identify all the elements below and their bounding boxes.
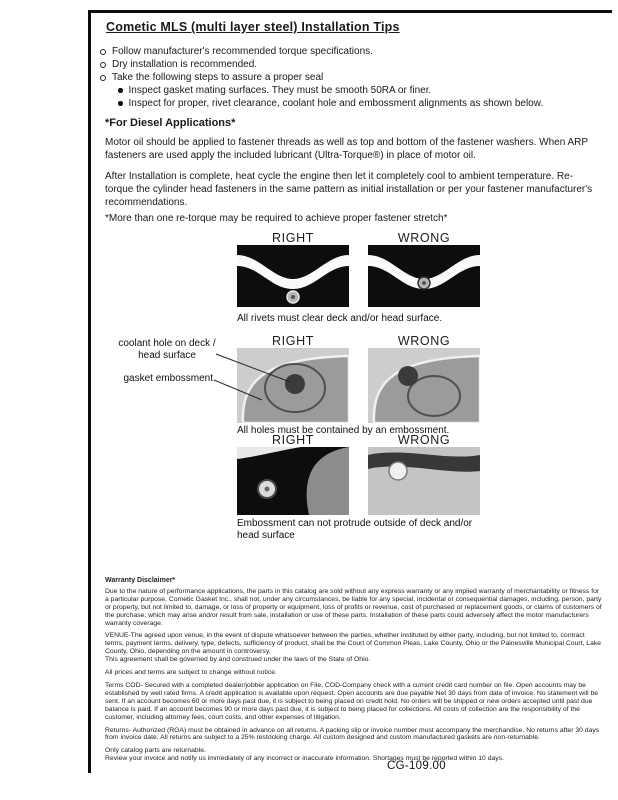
caption-embossment: Embossment can not protrude outside of deck and/or head surface <box>237 518 473 541</box>
tip-text: Inspect gasket mating surfaces. They must be smooth 50RA or finer. <box>128 85 432 96</box>
solid-bullet-icon <box>118 88 123 93</box>
emboss-wrong-illustration <box>368 447 480 515</box>
warranty-paragraph: This agreement shall be governed by and construed under the laws of the State of Ohio. <box>105 656 371 664</box>
diagram-holes-wrong <box>368 348 480 423</box>
wrong-label: WRONG <box>397 334 451 348</box>
diagram-section <box>0 228 618 563</box>
holes-right-illustration <box>237 348 349 423</box>
diagram-rivet-right <box>237 245 349 307</box>
retorque-note: *More than one re-torque may be required to achieve proper fastener stretch* <box>105 213 448 224</box>
warranty-paragraph: Only catalog parts are returnable. <box>105 747 206 755</box>
tip-text: Dry installation is recommended. <box>112 59 258 70</box>
rivet-wrong-illustration <box>368 245 480 307</box>
tip-text: Follow manufacturer's recommended torque specifications. <box>112 46 373 57</box>
warranty-paragraph: Due to the nature of performance applications, the parts in this catalog are sold without any express warranty or any implied warranty of merchantability or fitness for a particular purpose. Cometic Gasket Inc., shall not, under any circumstances, be liable for any special, incidental or consequential damages, including, person, party or property, but not limited to, damage, or loss of property or equipment, loss of profits or revenue, cost of purchased or replacement goods, or claims of customers of the purchase, which may arise and/or result from sale, installation or use of these parts. Installation of these parts could adversely affect the motor manufacturers warranty coverage. <box>105 587 602 627</box>
warranty-paragraph: Returns- Authorized (RGA) must be obtained in advance on all returns. A packing slip or invoice number must accompany the merchandise. No returns after 30 days from invoice date. All returns are subject to a 25% restocking charge. All custom designed and custom manufactured gaskets are non-returnable. <box>105 726 600 742</box>
callout-coolant-hole: coolant hole on deck / head surface <box>118 338 216 361</box>
list-sub-item <box>118 84 605 97</box>
callout-gasket-embossment: gasket embossment <box>123 373 213 384</box>
right-label: RIGHT <box>272 334 314 348</box>
hollow-bullet-icon <box>100 75 106 81</box>
diesel-paragraph-1: Motor oil should be applied to fastener threads as well as top and bottom of the fastener washers. When ARP fasteners are used apply the included lubricant (Ultra-Torque®) in place of motor oil. <box>105 137 588 161</box>
diagram-emboss-right <box>237 447 349 515</box>
warranty-paragraph: VENUE-The agreed upon venue, in the event of dispute whatsoever between the parties, whether instituted by either party, including, but not limited to, contract terms, payment terms, delivery, type, defects, sufficiency of product, shall be the Court of Common Pleas, Lake County, Ohio or the Painesville Municipal Court, Lake County, Ohio, depending on the amount in controversy. <box>105 632 602 656</box>
warranty-paragraph: Review your invoice and notify us immediately of any incorrect or inaccurate information. Shortages must be reported within 10 days. <box>105 755 504 763</box>
hollow-bullet-icon <box>100 49 106 55</box>
right-label: RIGHT <box>272 231 314 245</box>
page-number-code: CG-109.00 <box>387 760 446 772</box>
diagram-emboss-wrong <box>368 447 480 515</box>
caption-holes: All holes must be contained by an embossment. <box>237 425 450 436</box>
rivet-right-illustration <box>237 245 349 307</box>
diesel-applications-heading: *For Diesel Applications* <box>105 117 236 129</box>
wrong-label: WRONG <box>397 433 451 447</box>
emboss-right-illustration <box>237 447 349 515</box>
list-item <box>100 58 605 71</box>
warranty-paragraph: All prices and terms are subject to change without notice. <box>105 669 277 677</box>
tip-text: Take the following steps to assure a proper seal <box>112 72 324 83</box>
list-item <box>100 71 605 84</box>
installation-tips-list <box>100 45 605 110</box>
warranty-section <box>105 577 602 768</box>
holes-wrong-illustration <box>368 348 480 423</box>
caption-rivets: All rivets must clear deck and/or head surface. <box>237 313 443 324</box>
diesel-paragraph-2: After Installation is complete, heat cycle the engine then let it completely cool to ambient temperature. Re-torque the cylinder head fasteners in the same pattern as initial installation or per your fastener manufacturer's recommendations. <box>105 171 593 208</box>
list-item <box>100 45 605 58</box>
warranty-heading: Warranty Disclaimer* <box>105 577 176 584</box>
right-label: RIGHT <box>272 433 314 447</box>
list-sub-item <box>118 97 605 110</box>
wrong-label: WRONG <box>397 231 451 245</box>
solid-bullet-icon <box>118 101 123 106</box>
page-title: Cometic MLS (multi layer steel) Installation Tips <box>106 20 400 34</box>
diagram-holes-right <box>237 348 349 423</box>
warranty-paragraph: Terms COD- Secured with a completed dealer/jobber application on File, COD-Company check with a current credit card number on file. Open accounts may be established by well rated firms. A credit application is available upon request. Open accounts are due payable Net 30 days from date of invoice. No statement will be sent. If an account becomes 60 or more days past due, it is subject to being placed on credit hold. No orders will be shipped or new orders accepted until past due balance is paid. If an account becomes 90 or more days past due, it is subject to being placed for collections. All costs of collection are the responsibility of the customer, including attorney fees, court costs, and other expenses of litigation. <box>105 681 599 721</box>
hollow-bullet-icon <box>100 62 106 68</box>
tip-text: Inspect for proper, rivet clearance, coolant hole and embossment alignments as shown below. <box>128 98 544 109</box>
diagram-rivet-wrong <box>368 245 480 307</box>
